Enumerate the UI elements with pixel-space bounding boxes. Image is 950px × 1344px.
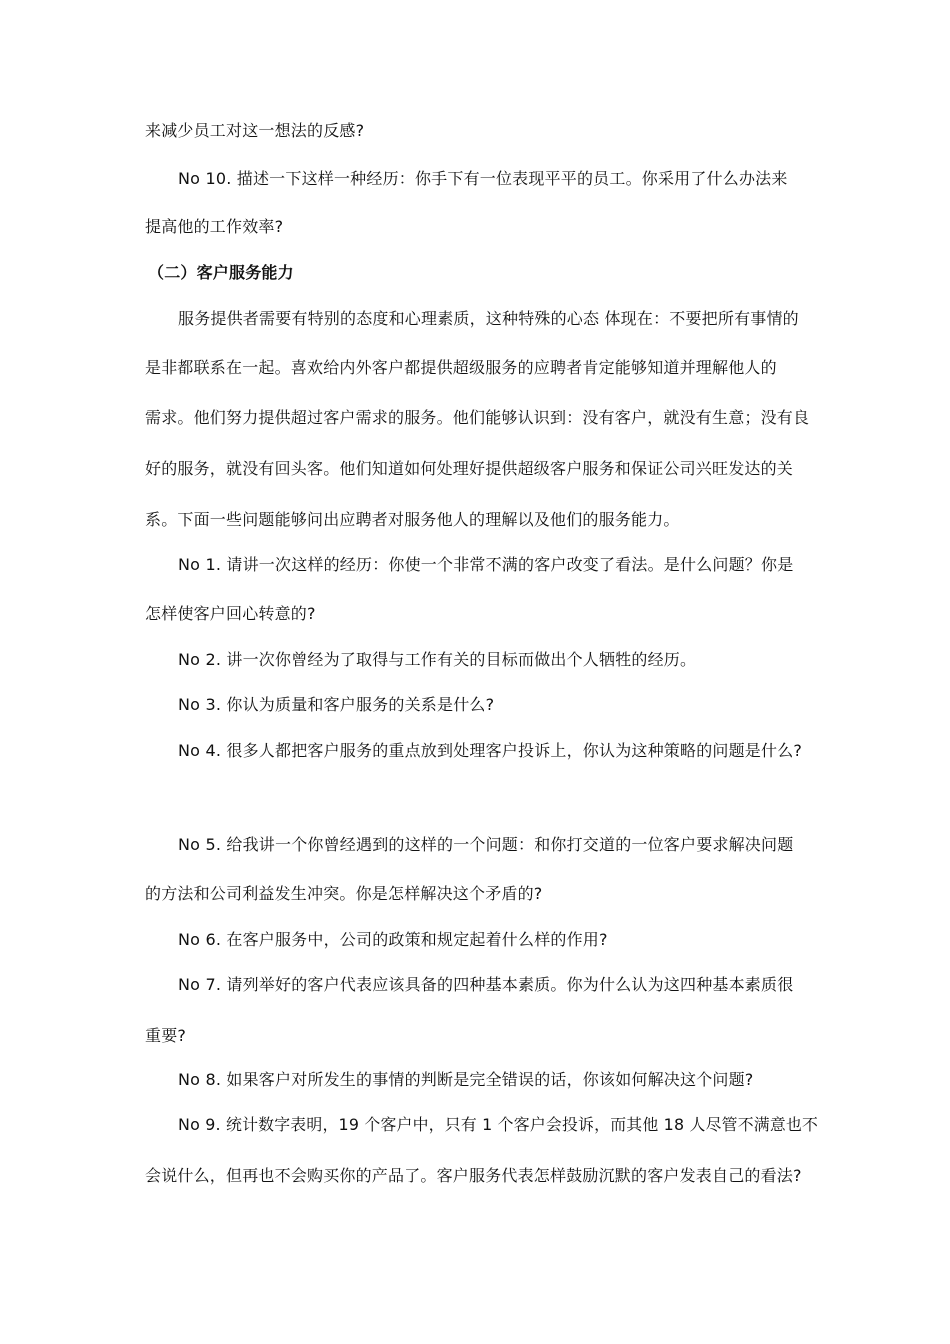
question-2: No 2. 讲一次你曾经为了取得与工作有关的目标而做出个人牺牲的经历。: [178, 650, 697, 669]
paragraph-line: 服务提供者需要有特别的态度和心理素质，这种特殊的心态 体现在：不要把所有事情的: [178, 309, 799, 328]
question-6: No 6. 在客户服务中，公司的政策和规定起着什么样的作用?: [178, 930, 608, 949]
paragraph-line: 需求。他们努力提供超过客户需求的服务。他们能够认识到：没有客户，就没有生意；没有良: [145, 408, 810, 427]
paragraph-line: 怎样使客户回心转意的?: [145, 604, 316, 623]
paragraph-line: 好的服务，就没有回头客。他们知道如何处理好提供超级客户服务和保证公司兴旺发达的关: [145, 459, 794, 478]
question-7: No 7. 请列举好的客户代表应该具备的四种基本素质。你为什么认为这四种基本素质很: [178, 975, 794, 994]
question-4: No 4. 很多人都把客户服务的重点放到处理客户投诉上，你认为这种策略的问题是什么?: [178, 741, 803, 760]
paragraph-line: 提高他的工作效率?: [145, 217, 284, 236]
paragraph-line: 系。下面一些问题能够问出应聘者对服务他人的理解以及他们的服务能力。: [145, 510, 680, 529]
question-1: No 1. 请讲一次这样的经历：你使一个非常不满的客户改变了看法。是什么问题？你是: [178, 555, 794, 574]
paragraph-line: 会说什么，但再也不会购买你的产品了。客户服务代表怎样鼓励沉默的客户发表自己的看法?: [145, 1166, 802, 1185]
question-9: No 9. 统计数字表明，19 个客户中，只有 1 个客户会投诉，而其他 18 人尽管不满意也不: [178, 1115, 819, 1134]
paragraph-line: 的方法和公司利益发生冲突。你是怎样解决这个矛盾的?: [145, 884, 543, 903]
paragraph-line: 重要?: [145, 1026, 187, 1045]
paragraph-line: 是非都联系在一起。喜欢给内外客户都提供超级服务的应聘者肯定能够知道并理解他人的: [145, 358, 777, 377]
question-8: No 8. 如果客户对所发生的事情的判断是完全错误的话，你该如何解决这个问题?: [178, 1070, 754, 1089]
section-heading: （二）客户服务能力: [148, 263, 294, 282]
question-10: No 10. 描述一下这样一种经历：你手下有一位表现平平的员工。你采用了什么办法来: [178, 169, 788, 188]
question-3: No 3. 你认为质量和客户服务的关系是什么?: [178, 695, 495, 714]
question-5: No 5. 给我讲一个你曾经遇到的这样的一个问题：和你打交道的一位客户要求解决问题: [178, 835, 794, 854]
paragraph-line: 来减少员工对这一想法的反感?: [145, 121, 365, 140]
